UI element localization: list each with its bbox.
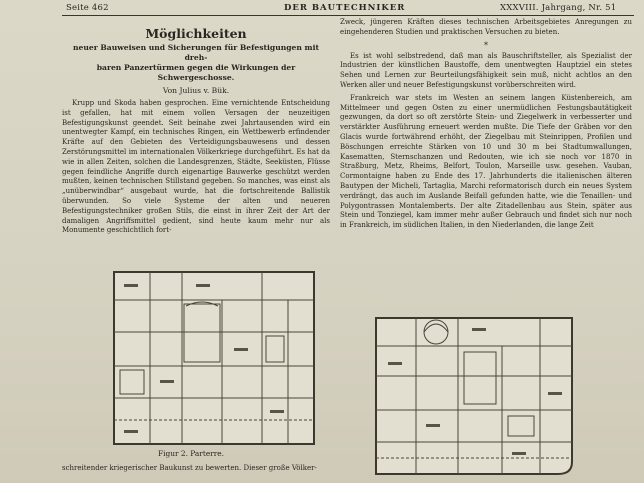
page-number: Seite 462	[66, 3, 109, 13]
figure-caption: Figur 2. Parterre.	[158, 449, 224, 458]
section-star: *	[484, 40, 488, 50]
article-author: Von Julius v. Bük.	[162, 86, 230, 95]
right-paragraph-3: Frankreich war stets im Westen an seinem langen Küstenbereich, am Mittelmeer und gegen Osten zu einer unermüdlichen Festungsbautätigkeit gezwungen, da dort so oft zerstörte Stein- und Ziegelwerk in verbesserter und verstärkter Ausführung erneuert werden mußte. Die Tiefe der Gräben vor den Glacis wurde fortwährend erhöht, der Ziegelbau mit Steinrippen, Profilen und Böschungen erreichte Stärken von 10 und 30 m bei Stadtumwallungen, Kasematten, Sternschanzen und Redouten, wie ich sie noch vor 1870 in Straßburg, Metz, Rheims, Belfort, Toulon, Marseille usw. gesehen. Vauban, Cormontaigne haben zu Ende des 17. Jahrhunderts die italienischen älteren Bautypen der Micheli, Tartaglia, Marchi reformatorisch durch ein neues System verdrängt, das auch im Auslande Beifall gefunden hatte, wie die Tenaillen- und Polygontrassen Montalemberts. Der alte Zitadellenbau aus Stein, später aus Stein und Tonziegel, kam immer mehr außer Gebrauch und findet sich nur noch in Frankreich, im südlichen Italien, in den Niederlanden, die lange Zeit	[340, 93, 632, 230]
article-subtitle-line-1: neuer Bauweisen und Sicherungen für Befestigungen mit dreh-	[73, 43, 319, 62]
article-subtitle-line-2: baren Panzertürmen gegen die Wirkungen der Schwergeschosse.	[96, 63, 296, 82]
left-footer-line: schreitender kriegerischer Baukunst zu bewerten. Dieser große Völker-	[62, 464, 317, 472]
right-column	[340, 18, 632, 234]
right-paragraph-1: Zweck, jüngeren Kräften dieses technischen Arbeitsgebietes Anregungen zu eingehenderen Studien und praktischen Versuchen zu bieten.	[340, 18, 632, 36]
article-title: Möglichkeiten	[145, 26, 247, 41]
left-column	[62, 18, 330, 239]
floor-plan-left	[112, 270, 316, 446]
issue-label: XXXVIII. Jahrgang, Nr. 51	[500, 3, 617, 13]
left-paragraph: Krupp und Skoda haben gesprochen. Eine vernichtende Entscheidung ist gefallen, hat mit einem vollen Versagen der neuzeitigen Befestigungskunst geendet. Seit beinahe zwei Jahrtausenden wird ein unentwegter Kampf, ein technisches Ringen, ein Wettbewerb erfindender Kräfte auf den Gebieten des Verteidigungsbauwesens und dessen Zerstörungsmittel im internationalen Völkerkriege durchgeführt. Es hat da wie in allen Zeiten, solchen die Landesgrenzen, Städte, Seeküsten, Flüsse gegen feindliche Angriffe durch eigenartige Bauwerke geschützt werden mußten, keinen technischen Stillstand gegeben. So manches, was einst als „unüberwindbar“ ausgebaut wurde, hat die fortschreitende Ballistik überwunden. So viele Systeme der alten und neueren Befestigungstechniker großen Stils, die einst in ihrer Zeit der Art der damaligen Angriffsmittel gedient, sind heute kaum mehr nur als Monumente geschichtlich fort-	[62, 99, 330, 235]
journal-title: DER BAUTECHNIKER	[284, 3, 406, 13]
right-paragraph-2: Es ist wohl selbstredend, daß man als Bauschriftsteller, als Spezialist der Industrien der künstlichen Baustoffe, dem unentwegten Hauptziel ein stetes Sehen und Lernen zur Beurteilungsfähigkeit sein muß, nicht achtlos an den Werken aller und neuer Befestigungskunst vorüberschreiten wird.	[340, 51, 632, 89]
header-rule	[62, 15, 634, 16]
floor-plan-right	[372, 312, 582, 478]
